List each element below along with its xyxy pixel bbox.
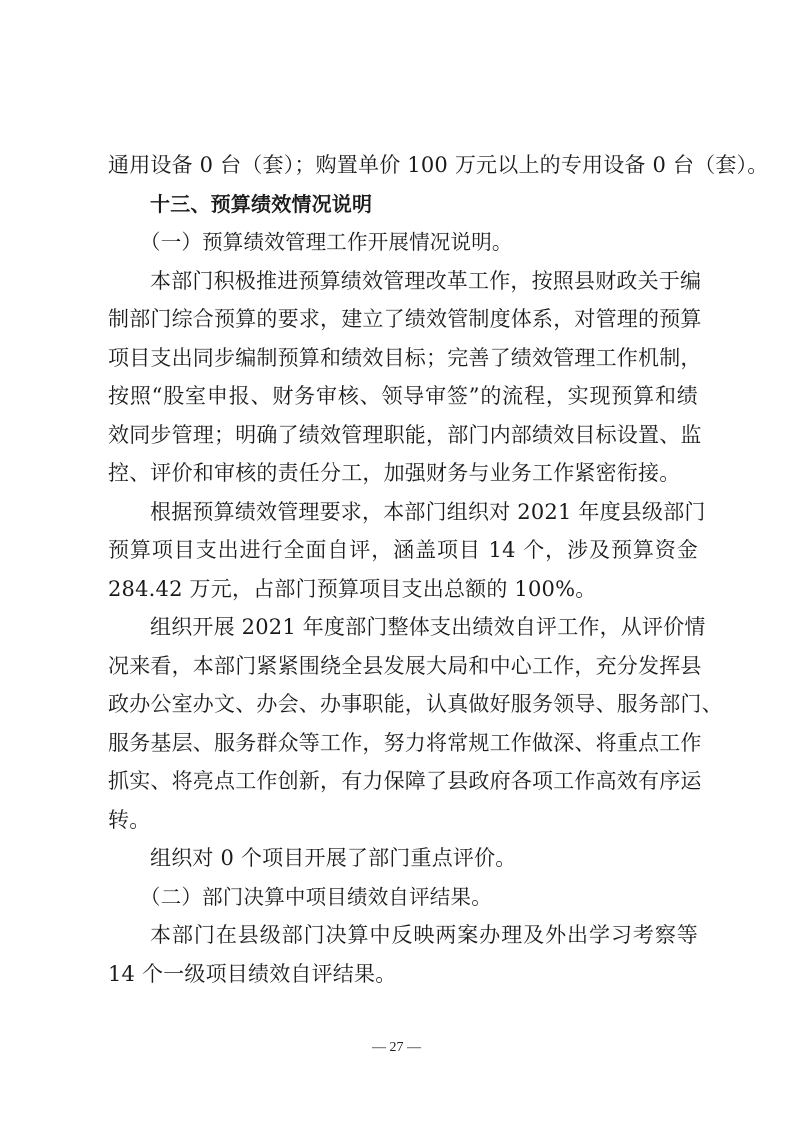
subsection-heading: （二）部门决算中项目绩效自评结果。 (140, 884, 492, 909)
paragraph-line: 按照“股室申报、财务审核、领导审签”的流程，实现预算和绩 (108, 384, 698, 408)
paragraph-line: 控、评价和审核的责任分工，加强财务与业务工作紧密衔接。 (108, 461, 681, 485)
paragraph-line: 本部门在县级部门决算中反映两案办理及外出学习考察等 (150, 923, 698, 947)
paragraph-line: 转。 (108, 807, 151, 832)
paragraph-line: 制部门综合预算的要求，建立了绩效管制度体系，对管理的预算 (108, 307, 702, 331)
paragraph-line: 284.42 万元，占部门预算项目支出总额的 100%。 (108, 576, 597, 601)
paragraph-line: 预算项目支出进行全面自评，涵盖项目 14 个，涉及预算资金 (108, 538, 698, 562)
paragraph-line: 项目支出同步编制预算和绩效目标；完善了绩效管理工作机制， (108, 345, 702, 370)
paragraph-line: 组织对 0 个项目开展了部门重点评价。 (150, 846, 517, 870)
paragraph-line: 况来看，本部门紧紧围绕全县发展大局和中心工作，充分发挥县 (108, 653, 702, 678)
paragraph-line: 政办公室办文、办会、办事职能，认真做好服务领导、服务部门、 (108, 692, 723, 716)
paragraph-line: 抓实、将亮点工作创新，有力保障了县政府各项工作高效有序运 (108, 769, 702, 793)
subsection-heading: （一）预算绩效管理工作开展情况说明。 (140, 230, 513, 254)
paragraph-line: 效同步管理；明确了绩效管理职能，部门内部绩效目标设置、监 (108, 422, 702, 447)
paragraph-line: 组织开展 2021 年度部门整体支出绩效自评工作，从评价情 (150, 615, 706, 639)
document-body (108, 146, 769, 993)
section-heading: 十三、预算绩效情况说明 (150, 191, 373, 216)
paragraph-line: 服务基层、服务群众等工作，努力将常规工作做深、将重点工作 (108, 730, 702, 755)
paragraph-line: 本部门积极推进预算绩效管理改革工作，按照县财政关于编 (150, 268, 702, 293)
paragraph-line: 根据预算绩效管理要求，本部门组织对 2021 年度县级部门 (150, 499, 706, 524)
page-number: — 27 — (372, 1040, 421, 1055)
paragraph-line: 通用设备 0 台（套）；购置单价 100 万元以上的专用设备 0 台（套）。 (108, 153, 769, 177)
paragraph-line: 14 个一级项目绩效自评结果。 (108, 961, 397, 986)
